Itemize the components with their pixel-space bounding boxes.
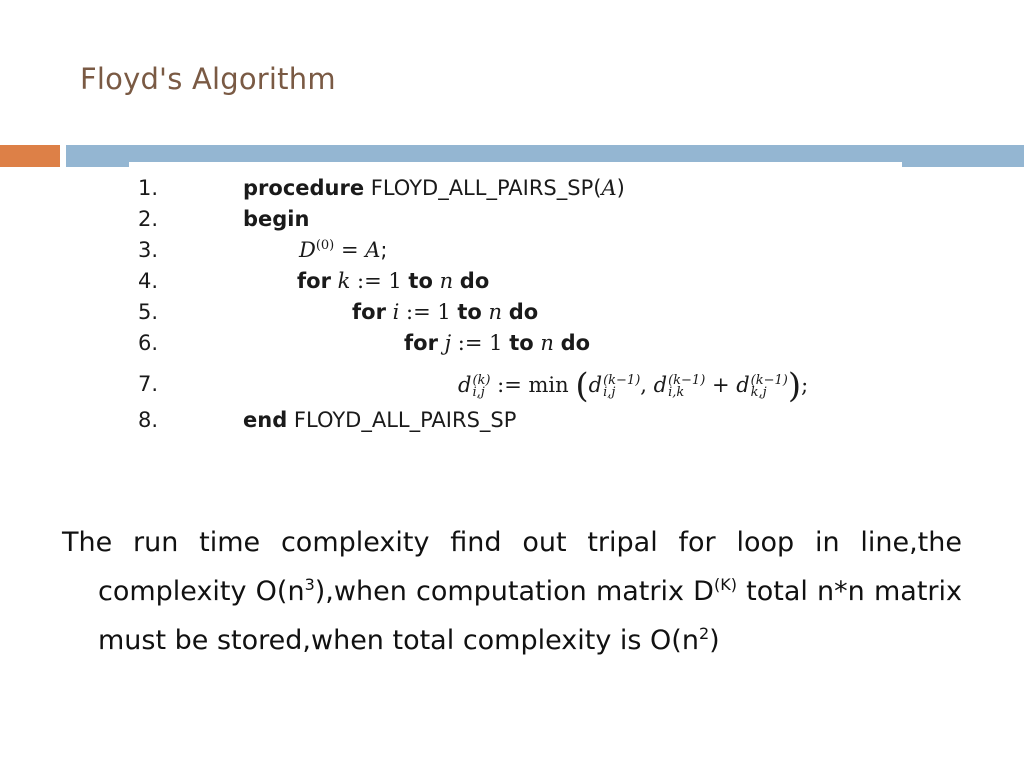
line-number: 3. [138, 238, 159, 262]
code-line-2 [129, 207, 902, 237]
exponent-3: 3 [304, 575, 315, 594]
complexity-paragraph [62, 518, 962, 665]
code-statement [404, 331, 590, 355]
superscript-k: (K) [713, 575, 737, 594]
code-line-4 [129, 269, 902, 299]
recurrence-formula [458, 366, 808, 406]
plus: + [705, 373, 737, 397]
assign: := 1 [350, 269, 409, 293]
t1-superscript: (k−1) [603, 372, 641, 388]
matrix-D: D [299, 238, 316, 262]
t3-superscript: (k−1) [750, 372, 788, 388]
exponent-2: 2 [698, 624, 710, 643]
loop-var-i: i [392, 300, 400, 324]
superscript: (0) [315, 238, 335, 253]
keyword-do: do [560, 331, 591, 355]
code-line-6 [129, 331, 902, 361]
line-number: 6. [138, 331, 159, 355]
line-number: 2. [138, 207, 159, 231]
keyword-end: end [243, 408, 288, 432]
paragraph-text-1: The run time complexity find out tripal for loop in line,the complexity O(n [62, 527, 962, 607]
assign-min: := min [490, 373, 569, 397]
loop-var-k: k [337, 269, 351, 293]
code-statement [243, 408, 516, 432]
keyword-do: do [508, 300, 539, 324]
bound-n: n [488, 300, 503, 324]
bound-n: n [540, 331, 554, 355]
t2-superscript: (k−1) [668, 372, 706, 388]
t2-subscript: i,k [668, 384, 685, 400]
procedure-name: FLOYD_ALL_PAIRS_SP( [370, 176, 602, 200]
term-d: d [653, 373, 668, 397]
keyword-begin: begin [243, 207, 310, 231]
accent-bar-orange [0, 145, 60, 167]
loop-var-j: j [444, 331, 452, 355]
keyword-to: to [509, 331, 534, 355]
code-statement [297, 269, 489, 293]
paragraph-text-4: ) [709, 625, 720, 656]
close-paren: ) [616, 176, 625, 200]
open-paren: ( [575, 366, 589, 406]
keyword-procedure: procedure [243, 176, 365, 200]
close-paren: ) [787, 366, 802, 406]
line-number: 7. [138, 372, 159, 396]
semicolon: ; [801, 373, 809, 397]
paragraph-text-2: ),when computation matrix D [314, 576, 714, 607]
lhs-subscript: i,j [472, 384, 485, 400]
keyword-for: for [404, 331, 438, 355]
line-number: 4. [138, 269, 159, 293]
line-number: 5. [138, 300, 159, 324]
keyword-for: for [352, 300, 386, 324]
equals: = [334, 238, 366, 262]
code-line-1 [129, 176, 902, 206]
keyword-do: do [459, 269, 490, 293]
term-d: d [736, 373, 750, 397]
t3-subscript: k,j [750, 384, 767, 400]
keyword-for: for [297, 269, 331, 293]
procedure-name: FLOYD_ALL_PAIRS_SP [293, 408, 517, 432]
code-line-8 [129, 408, 902, 438]
code-line-5 [129, 300, 902, 330]
code-statement [352, 300, 538, 324]
term-d: d [588, 373, 603, 397]
slide-title: Floyd's Algorithm [80, 62, 336, 96]
code-line-3 [129, 238, 902, 268]
comma: , [640, 373, 654, 397]
line-number: 1. [138, 176, 159, 200]
assign: := 1 [451, 331, 510, 355]
matrix-A: A [365, 238, 381, 262]
bound-n: n [439, 269, 454, 293]
lhs-superscript: (k) [472, 372, 491, 388]
paragraph-text-3: total n*n matrix must be stored,when total complexity is O(n [98, 576, 962, 656]
code-statement [243, 176, 625, 200]
line-number: 8. [138, 408, 159, 432]
assign: := 1 [399, 300, 458, 324]
argument: A [601, 176, 617, 200]
t1-subscript: i,j [603, 384, 616, 400]
keyword-to: to [457, 300, 482, 324]
code-statement [299, 238, 387, 262]
semicolon: ; [380, 238, 388, 262]
keyword-to: to [408, 269, 433, 293]
term-d: d [458, 373, 472, 397]
